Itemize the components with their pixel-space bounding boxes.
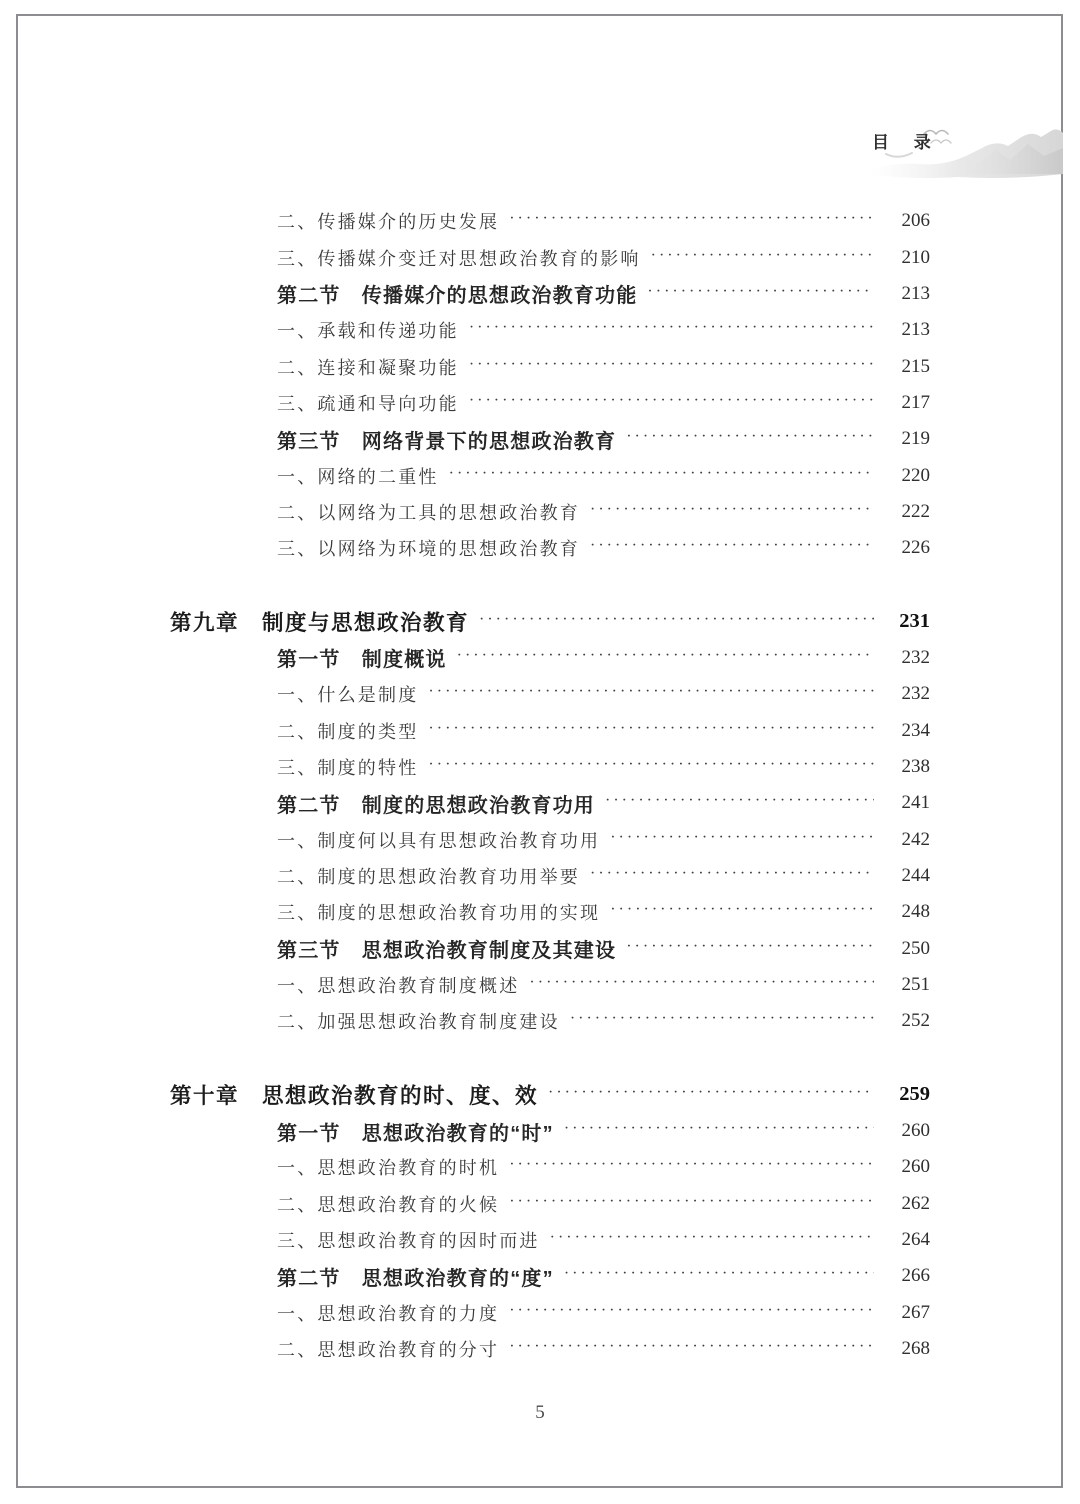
toc-entry (277, 1331, 930, 1367)
dot-leader-icon (469, 357, 874, 373)
dot-leader-icon (428, 684, 874, 700)
dot-leader-icon (509, 1303, 874, 1319)
toc-entry (277, 749, 930, 785)
toc-entry-page-number: 238 (901, 755, 930, 777)
toc-entry (277, 931, 930, 967)
toc-entry-label: 二、加强思想政治教育制度建设 (277, 1012, 560, 1033)
toc-entry (277, 348, 930, 384)
toc-entry-page-number: 234 (901, 719, 930, 741)
dot-leader-icon (509, 1339, 874, 1355)
toc-entry (277, 858, 930, 894)
toc-entry (277, 1186, 930, 1222)
toc-entry (170, 1077, 930, 1113)
toc-entry (277, 1149, 930, 1185)
toc-entry (277, 1258, 930, 1294)
toc-entry (277, 1003, 930, 1039)
toc-entry-label: 一、思想政治教育的时机 (277, 1158, 500, 1179)
toc-entry-page-number: 219 (901, 428, 930, 450)
toc-list (170, 203, 930, 1367)
toc-entry-page-number: 260 (901, 1120, 930, 1142)
toc-entry (277, 640, 930, 676)
dot-leader-icon (610, 830, 874, 846)
toc-entry (277, 1295, 930, 1331)
dot-leader-icon (605, 793, 874, 809)
toc-entry-label: 一、网络的二重性 (277, 466, 439, 487)
toc-entry (277, 530, 930, 566)
dot-leader-icon (548, 1085, 874, 1101)
toc-entry (277, 822, 930, 858)
toc-entry (277, 894, 930, 930)
toc-entry (277, 312, 930, 348)
toc-entry-label: 二、制度的类型 (277, 721, 419, 742)
toc-entry-page-number: 242 (901, 828, 930, 850)
dot-leader-icon (570, 1011, 874, 1027)
toc-entry-label: 三、疏通和导向功能 (277, 393, 459, 414)
toc-entry-page-number: 210 (901, 246, 930, 268)
dot-leader-icon (509, 1194, 874, 1210)
toc-entry-label: 二、以网络为工具的思想政治教育 (277, 502, 580, 523)
toc-entry-page-number: 266 (901, 1265, 930, 1287)
toc-entry-page-number: 222 (901, 500, 930, 522)
dot-leader-icon (564, 1266, 874, 1282)
toc-entry (170, 603, 930, 639)
toc-entry-label: 三、传播媒介变迁对思想政治教育的影响 (277, 248, 641, 269)
toc-entry-page-number: 213 (901, 319, 930, 341)
dot-leader-icon (550, 1230, 874, 1246)
toc-entry-page-number: 241 (901, 792, 930, 814)
dot-leader-icon (564, 1121, 874, 1137)
toc-entry-page-number: 259 (899, 1083, 930, 1106)
toc-entry-label: 第十章 思想政治教育的时、度、效 (170, 1084, 539, 1109)
dot-leader-icon (610, 902, 874, 918)
dot-leader-icon (590, 502, 874, 518)
toc-entry (277, 385, 930, 421)
toc-entry-page-number: 217 (901, 391, 930, 413)
toc-entry-page-number: 226 (901, 537, 930, 559)
dot-leader-icon (428, 721, 874, 737)
dot-leader-icon (626, 939, 874, 955)
toc-entry-page-number: 231 (899, 610, 930, 633)
dot-leader-icon (651, 248, 874, 264)
toc-entry-label: 二、传播媒介的历史发展 (277, 212, 500, 233)
dot-leader-icon (428, 757, 874, 773)
toc-entry (277, 494, 930, 530)
dot-leader-icon (509, 1157, 874, 1173)
toc-entry-page-number: 248 (901, 901, 930, 923)
toc-entry-page-number: 251 (901, 974, 930, 996)
toc-entry-page-number: 232 (901, 646, 930, 668)
toc-entry-label: 一、什么是制度 (277, 685, 419, 706)
toc-entry-label: 一、制度何以具有思想政治教育功用 (277, 830, 601, 851)
toc-entry-page-number: 206 (901, 210, 930, 232)
dot-leader-icon (479, 612, 874, 628)
toc-entry-page-number: 268 (901, 1338, 930, 1360)
toc-entry-label: 二、制度的思想政治教育功用举要 (277, 867, 580, 888)
toc-entry (277, 712, 930, 748)
toc-entry-page-number: 215 (901, 355, 930, 377)
toc-entry-page-number: 262 (901, 1192, 930, 1214)
dot-leader-icon (469, 393, 874, 409)
toc-entry-page-number: 213 (901, 282, 930, 304)
toc-entry-page-number: 244 (901, 865, 930, 887)
toc-entry-label: 三、制度的特性 (277, 757, 419, 778)
toc-entry-label: 第三节 思想政治教育制度及其建设 (277, 940, 617, 963)
toc-entry-label: 一、思想政治教育制度概述 (277, 976, 520, 997)
toc-entry-label: 一、承载和传递功能 (277, 321, 459, 342)
toc-entry-label: 二、思想政治教育的分寸 (277, 1340, 500, 1361)
dot-leader-icon (626, 429, 874, 445)
toc-entry-label: 第二节 传播媒介的思想政治教育功能 (277, 285, 638, 308)
toc-entry (277, 676, 930, 712)
toc-entry-page-number: 260 (901, 1156, 930, 1178)
toc-entry-label: 第一节 思想政治教育的“时” (277, 1122, 554, 1145)
toc-entry-page-number: 220 (901, 464, 930, 486)
toc-entry (277, 1113, 930, 1149)
toc-entry-page-number: 264 (901, 1229, 930, 1251)
dot-leader-icon (529, 975, 874, 991)
toc-entry-label: 第二节 制度的思想政治教育功用 (277, 794, 595, 817)
toc-entry (277, 239, 930, 275)
toc-entry-page-number: 252 (901, 1010, 930, 1032)
toc-entry (277, 967, 930, 1003)
page-title: 目 录 (872, 133, 941, 152)
toc-entry-label: 二、思想政治教育的火候 (277, 1194, 500, 1215)
toc-entry-page-number: 267 (901, 1301, 930, 1323)
folio-page-number: 5 (535, 1402, 545, 1423)
toc-entry-label: 三、思想政治教育的因时而进 (277, 1231, 540, 1252)
toc-entry (277, 785, 930, 821)
dot-leader-icon (449, 466, 874, 482)
toc-entry-page-number: 250 (901, 937, 930, 959)
toc-entry (277, 276, 930, 312)
toc-entry-label: 二、连接和凝聚功能 (277, 357, 459, 378)
toc-entry (277, 421, 930, 457)
toc-entry-label: 三、以网络为环境的思想政治教育 (277, 539, 580, 560)
toc-entry-label: 第一节 制度概说 (277, 649, 447, 672)
dot-leader-icon (590, 866, 874, 882)
toc-entry-label: 一、思想政治教育的力度 (277, 1303, 500, 1324)
toc-entry-label: 第二节 思想政治教育的“度” (277, 1267, 554, 1290)
toc-entry-page-number: 232 (901, 683, 930, 705)
page-footer (0, 1402, 1080, 1424)
toc-entry-label: 第三节 网络背景下的思想政治教育 (277, 430, 617, 453)
toc-entry-label: 第九章 制度与思想政治教育 (170, 611, 470, 636)
toc-entry-label: 三、制度的思想政治教育功用的实现 (277, 903, 601, 924)
dot-leader-icon (647, 284, 874, 300)
toc-entry (277, 1222, 930, 1258)
dot-leader-icon (509, 211, 874, 227)
dot-leader-icon (590, 538, 874, 554)
toc-entry (277, 203, 930, 239)
dot-leader-icon (469, 320, 874, 336)
toc-entry (277, 457, 930, 493)
dot-leader-icon (457, 648, 874, 664)
